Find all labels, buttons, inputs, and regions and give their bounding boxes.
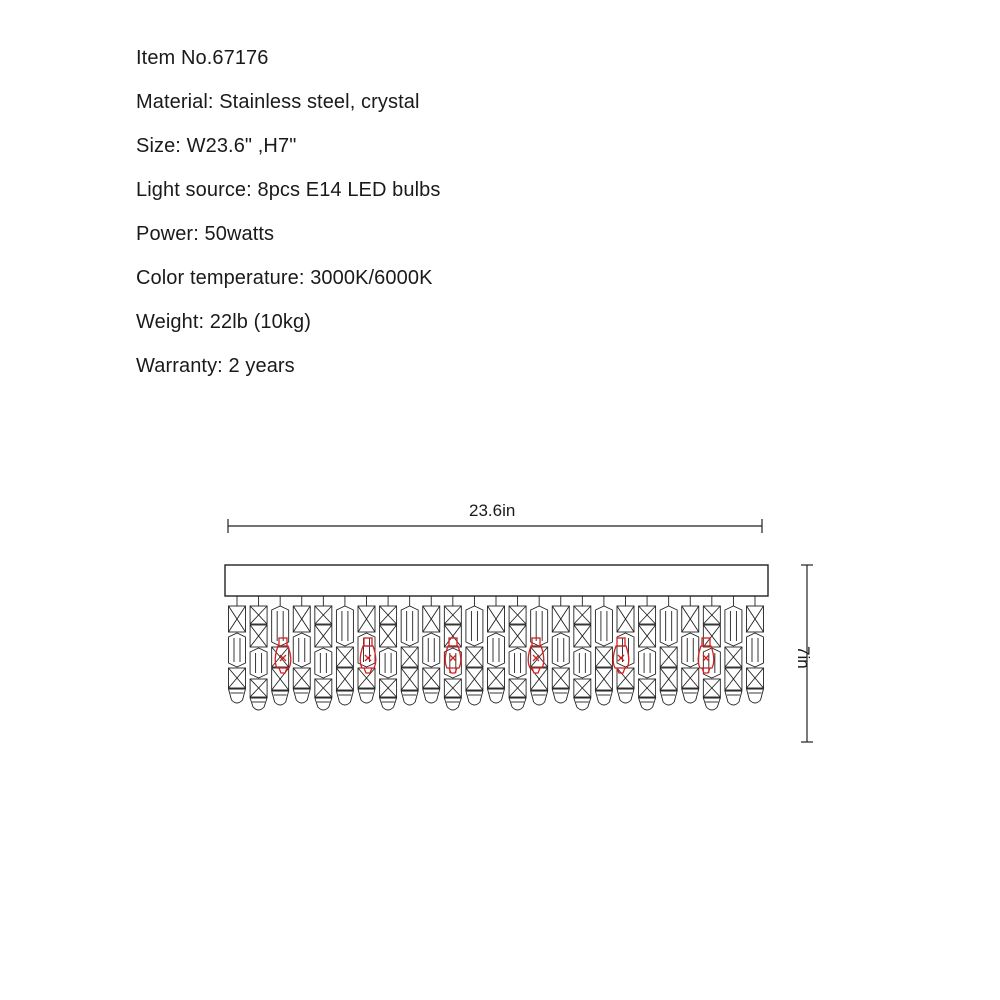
crystal-strand — [660, 596, 677, 705]
width-label: 23.6in — [469, 501, 516, 520]
spec-weight: Weight: 22lb (10kg) — [136, 311, 311, 333]
crystal-strand — [358, 596, 375, 703]
crystal-strand — [725, 596, 742, 705]
crystal-strand — [639, 596, 656, 710]
crystal-strand — [488, 596, 505, 703]
crystal-strand — [250, 596, 267, 710]
crystal-strand — [747, 596, 764, 703]
crystal-strand — [574, 596, 591, 710]
crystal-strand — [272, 596, 289, 705]
spec-warranty: Warranty: 2 years — [136, 355, 295, 377]
crystal-strand — [466, 596, 483, 705]
crystal-strand — [229, 596, 246, 703]
crystal-strand — [595, 596, 612, 705]
crystal-strand — [401, 596, 418, 705]
spec-power: Power: 50watts — [136, 223, 275, 245]
height-label: 7in — [794, 646, 813, 669]
crystal-strand — [423, 596, 440, 703]
bulb-icon — [360, 638, 376, 673]
crystal-strand — [617, 596, 634, 703]
crystal-strand — [682, 596, 699, 703]
crystal-strand — [531, 596, 548, 705]
spec-light-source: Light source: 8pcs E14 LED bulbs — [136, 179, 441, 201]
crystal-array — [229, 596, 764, 710]
spec-material: Material: Stainless steel, crystal — [136, 91, 420, 113]
crystal-strand — [509, 596, 526, 710]
spec-item-no: Item No.67176 — [136, 47, 269, 69]
spec-size: Size: W23.6" ,H7" — [136, 135, 297, 157]
crystal-strand — [293, 596, 310, 703]
crystal-strand — [336, 596, 353, 705]
width-dimension-line — [228, 519, 762, 533]
spec-color-temperature: Color temperature: 3000K/6000K — [136, 267, 433, 289]
bulb-icon — [613, 638, 629, 673]
crystal-strand — [552, 596, 569, 703]
crystal-strand — [703, 596, 720, 710]
crystal-strand — [315, 596, 332, 710]
crystal-strand — [444, 596, 461, 710]
ceiling-canopy — [225, 565, 768, 596]
crystal-strand — [380, 596, 397, 710]
